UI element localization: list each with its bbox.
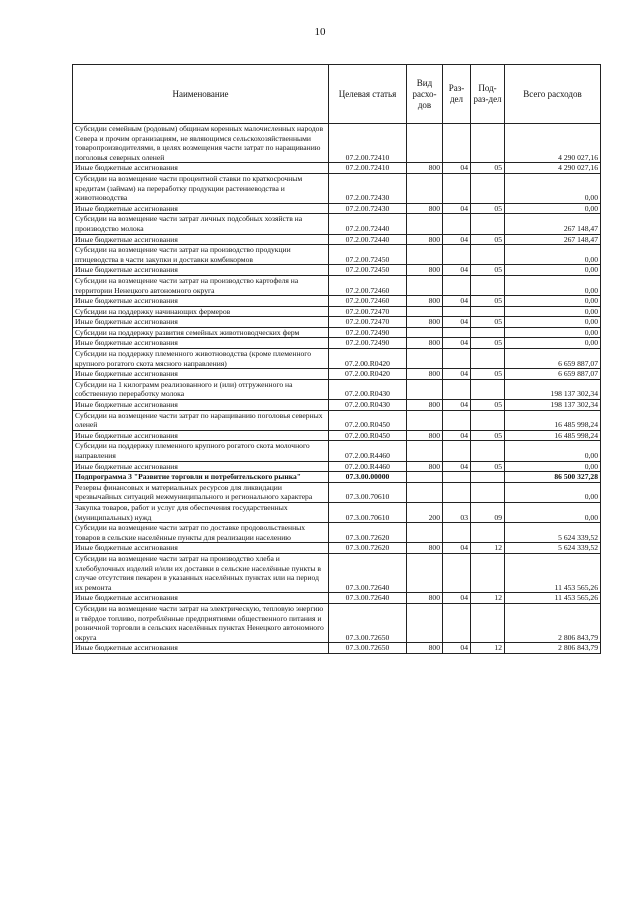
row-section-cell (443, 553, 471, 592)
row-section-cell: 04 (443, 234, 471, 245)
row-expense-type-cell (407, 472, 443, 483)
row-target-article-cell: 07.3.00.72650 (329, 603, 407, 642)
row-name-cell: Субсидии на возмещение части процентной ставки по краткосрочным кредитам (займам) на переработку продукции растениеводства и животноводства (73, 173, 329, 203)
row-expense-type-cell: 800 (407, 593, 443, 604)
row-subsection-cell: 05 (471, 234, 505, 245)
row-target-article-cell: 07.2.00.R0420 (329, 349, 407, 369)
row-section-cell: 03 (443, 502, 471, 522)
row-name-cell: Закупка товаров, работ и услуг для обеспечения государственных (муниципальных) нужд (73, 502, 329, 522)
row-name-cell: Иные бюджетные ассигнования (73, 369, 329, 380)
row-subsection-cell (471, 482, 505, 502)
row-subsection-cell (471, 603, 505, 642)
row-target-article-cell: 07.2.00.R0450 (329, 410, 407, 430)
page-number: 10 (314, 26, 326, 38)
row-target-article-cell: 07.3.00.72620 (329, 523, 407, 543)
table-row (73, 306, 601, 317)
row-total-cell: 198 137 302,34 (505, 379, 601, 399)
row-name-cell: Иные бюджетные ассигнования (73, 234, 329, 245)
row-section-cell (443, 379, 471, 399)
row-section-cell (443, 173, 471, 203)
row-section-cell: 04 (443, 296, 471, 307)
row-subsection-cell (471, 124, 505, 163)
table-row (73, 214, 601, 234)
budget-table (72, 64, 601, 654)
row-total-cell: 267 148,47 (505, 234, 601, 245)
row-target-article-cell: 07.2.00.72450 (329, 245, 407, 265)
row-subsection-cell: 05 (471, 338, 505, 349)
row-total-cell: 4 290 027,16 (505, 163, 601, 174)
row-subsection-cell (471, 379, 505, 399)
row-name-cell: Субсидии на возмещение части затрат по доставке продовольственных товаров в сельские населённые пункты для реализации населению (73, 523, 329, 543)
row-target-article-cell: 07.2.00.72410 (329, 124, 407, 163)
row-target-article-cell: 07.2.00.R0430 (329, 379, 407, 399)
row-target-article-cell: 07.2.00.72440 (329, 214, 407, 234)
row-subsection-cell: 09 (471, 502, 505, 522)
table-row (73, 203, 601, 214)
row-section-cell: 04 (443, 265, 471, 276)
row-target-article-cell: 07.2.00.72440 (329, 234, 407, 245)
row-expense-type-cell (407, 523, 443, 543)
row-section-cell (443, 214, 471, 234)
row-expense-type-cell: 800 (407, 400, 443, 411)
row-name-cell: Субсидии на возмещение части затрат личных подсобных хозяйств на производство молока (73, 214, 329, 234)
row-name-cell: Иные бюджетные ассигнования (73, 400, 329, 411)
row-name-cell: Субсидии на 1 килограмм реализованного и (или) отгруженного на собственную переработку молока (73, 379, 329, 399)
row-subsection-cell (471, 306, 505, 317)
row-subsection-cell: 05 (471, 461, 505, 472)
row-name-cell: Субсидии на поддержку племенного животноводства (кроме племенного крупного рогатого скота мясного направления) (73, 349, 329, 369)
row-expense-type-cell (407, 379, 443, 399)
header-section: Раз-дел (443, 65, 471, 124)
row-section-cell: 04 (443, 163, 471, 174)
row-subsection-cell (471, 472, 505, 483)
row-name-cell: Субсидии на возмещение части затрат на электрическую, тепловую энергию и твёрдое топливо, потреблённые предприятиями общественного питания и розничной торговли в сельских населённых пунктах Ненецкого автономного округа (73, 603, 329, 642)
row-target-article-cell: 07.2.00.72410 (329, 163, 407, 174)
row-name-cell: Подпрограмма 3 "Развитие торговли и потребительского рынка" (73, 472, 329, 483)
row-total-cell: 0,00 (505, 203, 601, 214)
table-row (73, 173, 601, 203)
row-target-article-cell: 07.2.00.72450 (329, 265, 407, 276)
row-expense-type-cell: 800 (407, 461, 443, 472)
table-row (73, 410, 601, 430)
row-subsection-cell: 05 (471, 317, 505, 328)
row-total-cell: 5 624 339,52 (505, 543, 601, 554)
row-target-article-cell: 07.3.00.00000 (329, 472, 407, 483)
row-subsection-cell (471, 214, 505, 234)
row-subsection-cell (471, 275, 505, 295)
row-subsection-cell (471, 441, 505, 461)
row-total-cell: 0,00 (505, 173, 601, 203)
row-expense-type-cell: 800 (407, 265, 443, 276)
row-expense-type-cell (407, 603, 443, 642)
table-row (73, 369, 601, 380)
row-name-cell: Иные бюджетные ассигнования (73, 296, 329, 307)
row-name-cell: Иные бюджетные ассигнования (73, 543, 329, 554)
row-subsection-cell: 05 (471, 430, 505, 441)
row-section-cell: 04 (443, 400, 471, 411)
row-name-cell: Иные бюджетные ассигнования (73, 163, 329, 174)
row-total-cell: 6 659 887,07 (505, 349, 601, 369)
table-row (73, 643, 601, 654)
table-row (73, 296, 601, 307)
row-expense-type-cell: 800 (407, 643, 443, 654)
row-target-article-cell: 07.2.00.72430 (329, 203, 407, 214)
row-section-cell: 04 (443, 461, 471, 472)
row-total-cell: 6 659 887,07 (505, 369, 601, 380)
row-name-cell: Субсидии на поддержку развития семейных животноводческих ферм (73, 327, 329, 338)
row-target-article-cell: 07.3.00.72650 (329, 643, 407, 654)
row-total-cell: 0,00 (505, 482, 601, 502)
row-section-cell: 04 (443, 203, 471, 214)
row-target-article-cell: 07.2.00.R4460 (329, 441, 407, 461)
row-subsection-cell (471, 173, 505, 203)
row-section-cell (443, 482, 471, 502)
row-name-cell: Субсидии на возмещение части затрат на производство хлеба и хлебобулочных изделий и/или их доставки в сельские населённые пункты в случае отсутствия пекарен в указанных населённых пунктах или на период их ремонта (73, 553, 329, 592)
header-total-expenses: Всего расходов (505, 65, 601, 124)
row-name-cell: Субсидии на поддержку племенного крупного рогатого скота молочного направления (73, 441, 329, 461)
row-section-cell (443, 349, 471, 369)
row-subsection-cell: 12 (471, 643, 505, 654)
row-name-cell: Иные бюджетные ассигнования (73, 461, 329, 472)
row-target-article-cell: 07.2.00.72470 (329, 306, 407, 317)
row-expense-type-cell (407, 173, 443, 203)
table-row (73, 338, 601, 349)
row-section-cell (443, 275, 471, 295)
table-row (73, 430, 601, 441)
row-subsection-cell: 05 (471, 296, 505, 307)
row-expense-type-cell (407, 441, 443, 461)
row-name-cell: Иные бюджетные ассигнования (73, 593, 329, 604)
row-section-cell (443, 306, 471, 317)
row-section-cell (443, 441, 471, 461)
row-name-cell: Субсидии на поддержку начинающих фермеров (73, 306, 329, 317)
row-target-article-cell: 07.2.00.R0430 (329, 400, 407, 411)
table-row (73, 461, 601, 472)
row-name-cell: Субсидии на возмещение части затрат на производство картофеля на территории Ненецкого автономного округа (73, 275, 329, 295)
row-target-article-cell: 07.3.00.72640 (329, 593, 407, 604)
row-total-cell: 0,00 (505, 275, 601, 295)
row-section-cell: 04 (443, 338, 471, 349)
header-subsection: Под-раз-дел (471, 65, 505, 124)
row-expense-type-cell: 800 (407, 317, 443, 328)
row-section-cell: 04 (443, 430, 471, 441)
table-row (73, 502, 601, 522)
row-total-cell: 0,00 (505, 327, 601, 338)
row-expense-type-cell (407, 482, 443, 502)
row-total-cell: 0,00 (505, 296, 601, 307)
row-name-cell: Иные бюджетные ассигнования (73, 430, 329, 441)
row-section-cell (443, 245, 471, 265)
row-subsection-cell (471, 410, 505, 430)
table-row (73, 245, 601, 265)
row-subsection-cell (471, 327, 505, 338)
row-subsection-cell (471, 523, 505, 543)
row-expense-type-cell: 800 (407, 203, 443, 214)
row-total-cell: 0,00 (505, 317, 601, 328)
row-total-cell: 0,00 (505, 306, 601, 317)
row-subsection-cell: 12 (471, 593, 505, 604)
row-section-cell: 04 (443, 643, 471, 654)
row-total-cell: 0,00 (505, 338, 601, 349)
row-total-cell: 0,00 (505, 441, 601, 461)
row-expense-type-cell (407, 275, 443, 295)
row-target-article-cell: 07.3.00.70610 (329, 502, 407, 522)
row-name-cell: Иные бюджетные ассигнования (73, 203, 329, 214)
table-row (73, 234, 601, 245)
row-target-article-cell: 07.2.00.72490 (329, 327, 407, 338)
row-expense-type-cell (407, 553, 443, 592)
row-expense-type-cell: 800 (407, 430, 443, 441)
row-expense-type-cell (407, 410, 443, 430)
table-row (73, 523, 601, 543)
table-row (73, 327, 601, 338)
table-row (73, 400, 601, 411)
row-expense-type-cell: 800 (407, 369, 443, 380)
row-name-cell: Резервы финансовых и материальных ресурсов для ликвидации чрезвычайных ситуаций межмуниципального и регионального характера (73, 482, 329, 502)
table-row (73, 603, 601, 642)
row-target-article-cell: 07.3.00.72620 (329, 543, 407, 554)
row-total-cell: 0,00 (505, 461, 601, 472)
row-section-cell (443, 603, 471, 642)
row-total-cell: 16 485 998,24 (505, 430, 601, 441)
row-name-cell: Субсидии на возмещение части затрат на производство продукции птицеводства в части закупки и доставки комбикормов (73, 245, 329, 265)
row-expense-type-cell (407, 214, 443, 234)
table-row (73, 349, 601, 369)
row-expense-type-cell (407, 124, 443, 163)
row-expense-type-cell (407, 349, 443, 369)
row-target-article-cell: 07.3.00.70610 (329, 482, 407, 502)
row-total-cell: 0,00 (505, 245, 601, 265)
row-total-cell: 2 806 843,79 (505, 603, 601, 642)
header-target-article: Целевая статья (329, 65, 407, 124)
table-row (73, 472, 601, 483)
table-body (73, 124, 601, 654)
row-target-article-cell: 07.2.00.72460 (329, 275, 407, 295)
row-total-cell: 16 485 998,24 (505, 410, 601, 430)
row-total-cell: 5 624 339,52 (505, 523, 601, 543)
row-section-cell: 04 (443, 317, 471, 328)
table-row (73, 441, 601, 461)
table-row (73, 379, 601, 399)
row-name-cell: Субсидии семейным (родовым) общинам коренных малочисленных народов Севера и прочим организациям, не являющимся сельскохозяйственными товаропроизводителями, в целях возмещения части затрат по наращиванию поголовья северных оленей (73, 124, 329, 163)
row-subsection-cell (471, 553, 505, 592)
header-name: Наименование (73, 65, 329, 124)
row-total-cell: 86 500 327,28 (505, 472, 601, 483)
row-subsection-cell: 12 (471, 543, 505, 554)
row-section-cell (443, 523, 471, 543)
row-target-article-cell: 07.2.00.72470 (329, 317, 407, 328)
row-total-cell: 4 290 027,16 (505, 124, 601, 163)
row-section-cell (443, 327, 471, 338)
row-subsection-cell: 05 (471, 265, 505, 276)
row-name-cell: Иные бюджетные ассигнования (73, 317, 329, 328)
row-total-cell: 267 148,47 (505, 214, 601, 234)
row-section-cell (443, 410, 471, 430)
row-target-article-cell: 07.2.00.R4460 (329, 461, 407, 472)
header-expense-type: Вид расхо-дов (407, 65, 443, 124)
row-section-cell: 04 (443, 543, 471, 554)
table-row (73, 553, 601, 592)
row-section-cell (443, 124, 471, 163)
row-expense-type-cell: 800 (407, 234, 443, 245)
table-row (73, 543, 601, 554)
row-subsection-cell (471, 245, 505, 265)
row-subsection-cell (471, 349, 505, 369)
row-name-cell: Субсидии на возмещение части затрат по наращиванию поголовья северных оленей (73, 410, 329, 430)
table-row (73, 482, 601, 502)
row-expense-type-cell: 800 (407, 296, 443, 307)
table-row (73, 124, 601, 163)
row-total-cell: 11 453 565,26 (505, 553, 601, 592)
row-target-article-cell: 07.2.00.72460 (329, 296, 407, 307)
row-expense-type-cell: 800 (407, 338, 443, 349)
table-row (73, 163, 601, 174)
row-total-cell: 198 137 302,34 (505, 400, 601, 411)
row-subsection-cell: 05 (471, 369, 505, 380)
row-name-cell: Иные бюджетные ассигнования (73, 643, 329, 654)
row-total-cell: 0,00 (505, 265, 601, 276)
row-expense-type-cell (407, 245, 443, 265)
row-expense-type-cell: 200 (407, 502, 443, 522)
table-header-row (73, 65, 601, 124)
row-expense-type-cell: 800 (407, 543, 443, 554)
row-subsection-cell: 05 (471, 400, 505, 411)
row-total-cell: 11 453 565,26 (505, 593, 601, 604)
row-total-cell: 0,00 (505, 502, 601, 522)
row-section-cell: 04 (443, 593, 471, 604)
row-target-article-cell: 07.3.00.72640 (329, 553, 407, 592)
table-row (73, 275, 601, 295)
row-subsection-cell: 05 (471, 163, 505, 174)
row-target-article-cell: 07.2.00.R0450 (329, 430, 407, 441)
table-row (73, 317, 601, 328)
row-subsection-cell: 05 (471, 203, 505, 214)
row-expense-type-cell (407, 327, 443, 338)
row-name-cell: Иные бюджетные ассигнования (73, 265, 329, 276)
row-target-article-cell: 07.2.00.R0420 (329, 369, 407, 380)
table-row (73, 265, 601, 276)
row-expense-type-cell: 800 (407, 163, 443, 174)
row-section-cell: 04 (443, 369, 471, 380)
row-target-article-cell: 07.2.00.72490 (329, 338, 407, 349)
row-total-cell: 2 806 843,79 (505, 643, 601, 654)
row-target-article-cell: 07.2.00.72430 (329, 173, 407, 203)
table-row (73, 593, 601, 604)
row-expense-type-cell (407, 306, 443, 317)
row-name-cell: Иные бюджетные ассигнования (73, 338, 329, 349)
row-section-cell (443, 472, 471, 483)
